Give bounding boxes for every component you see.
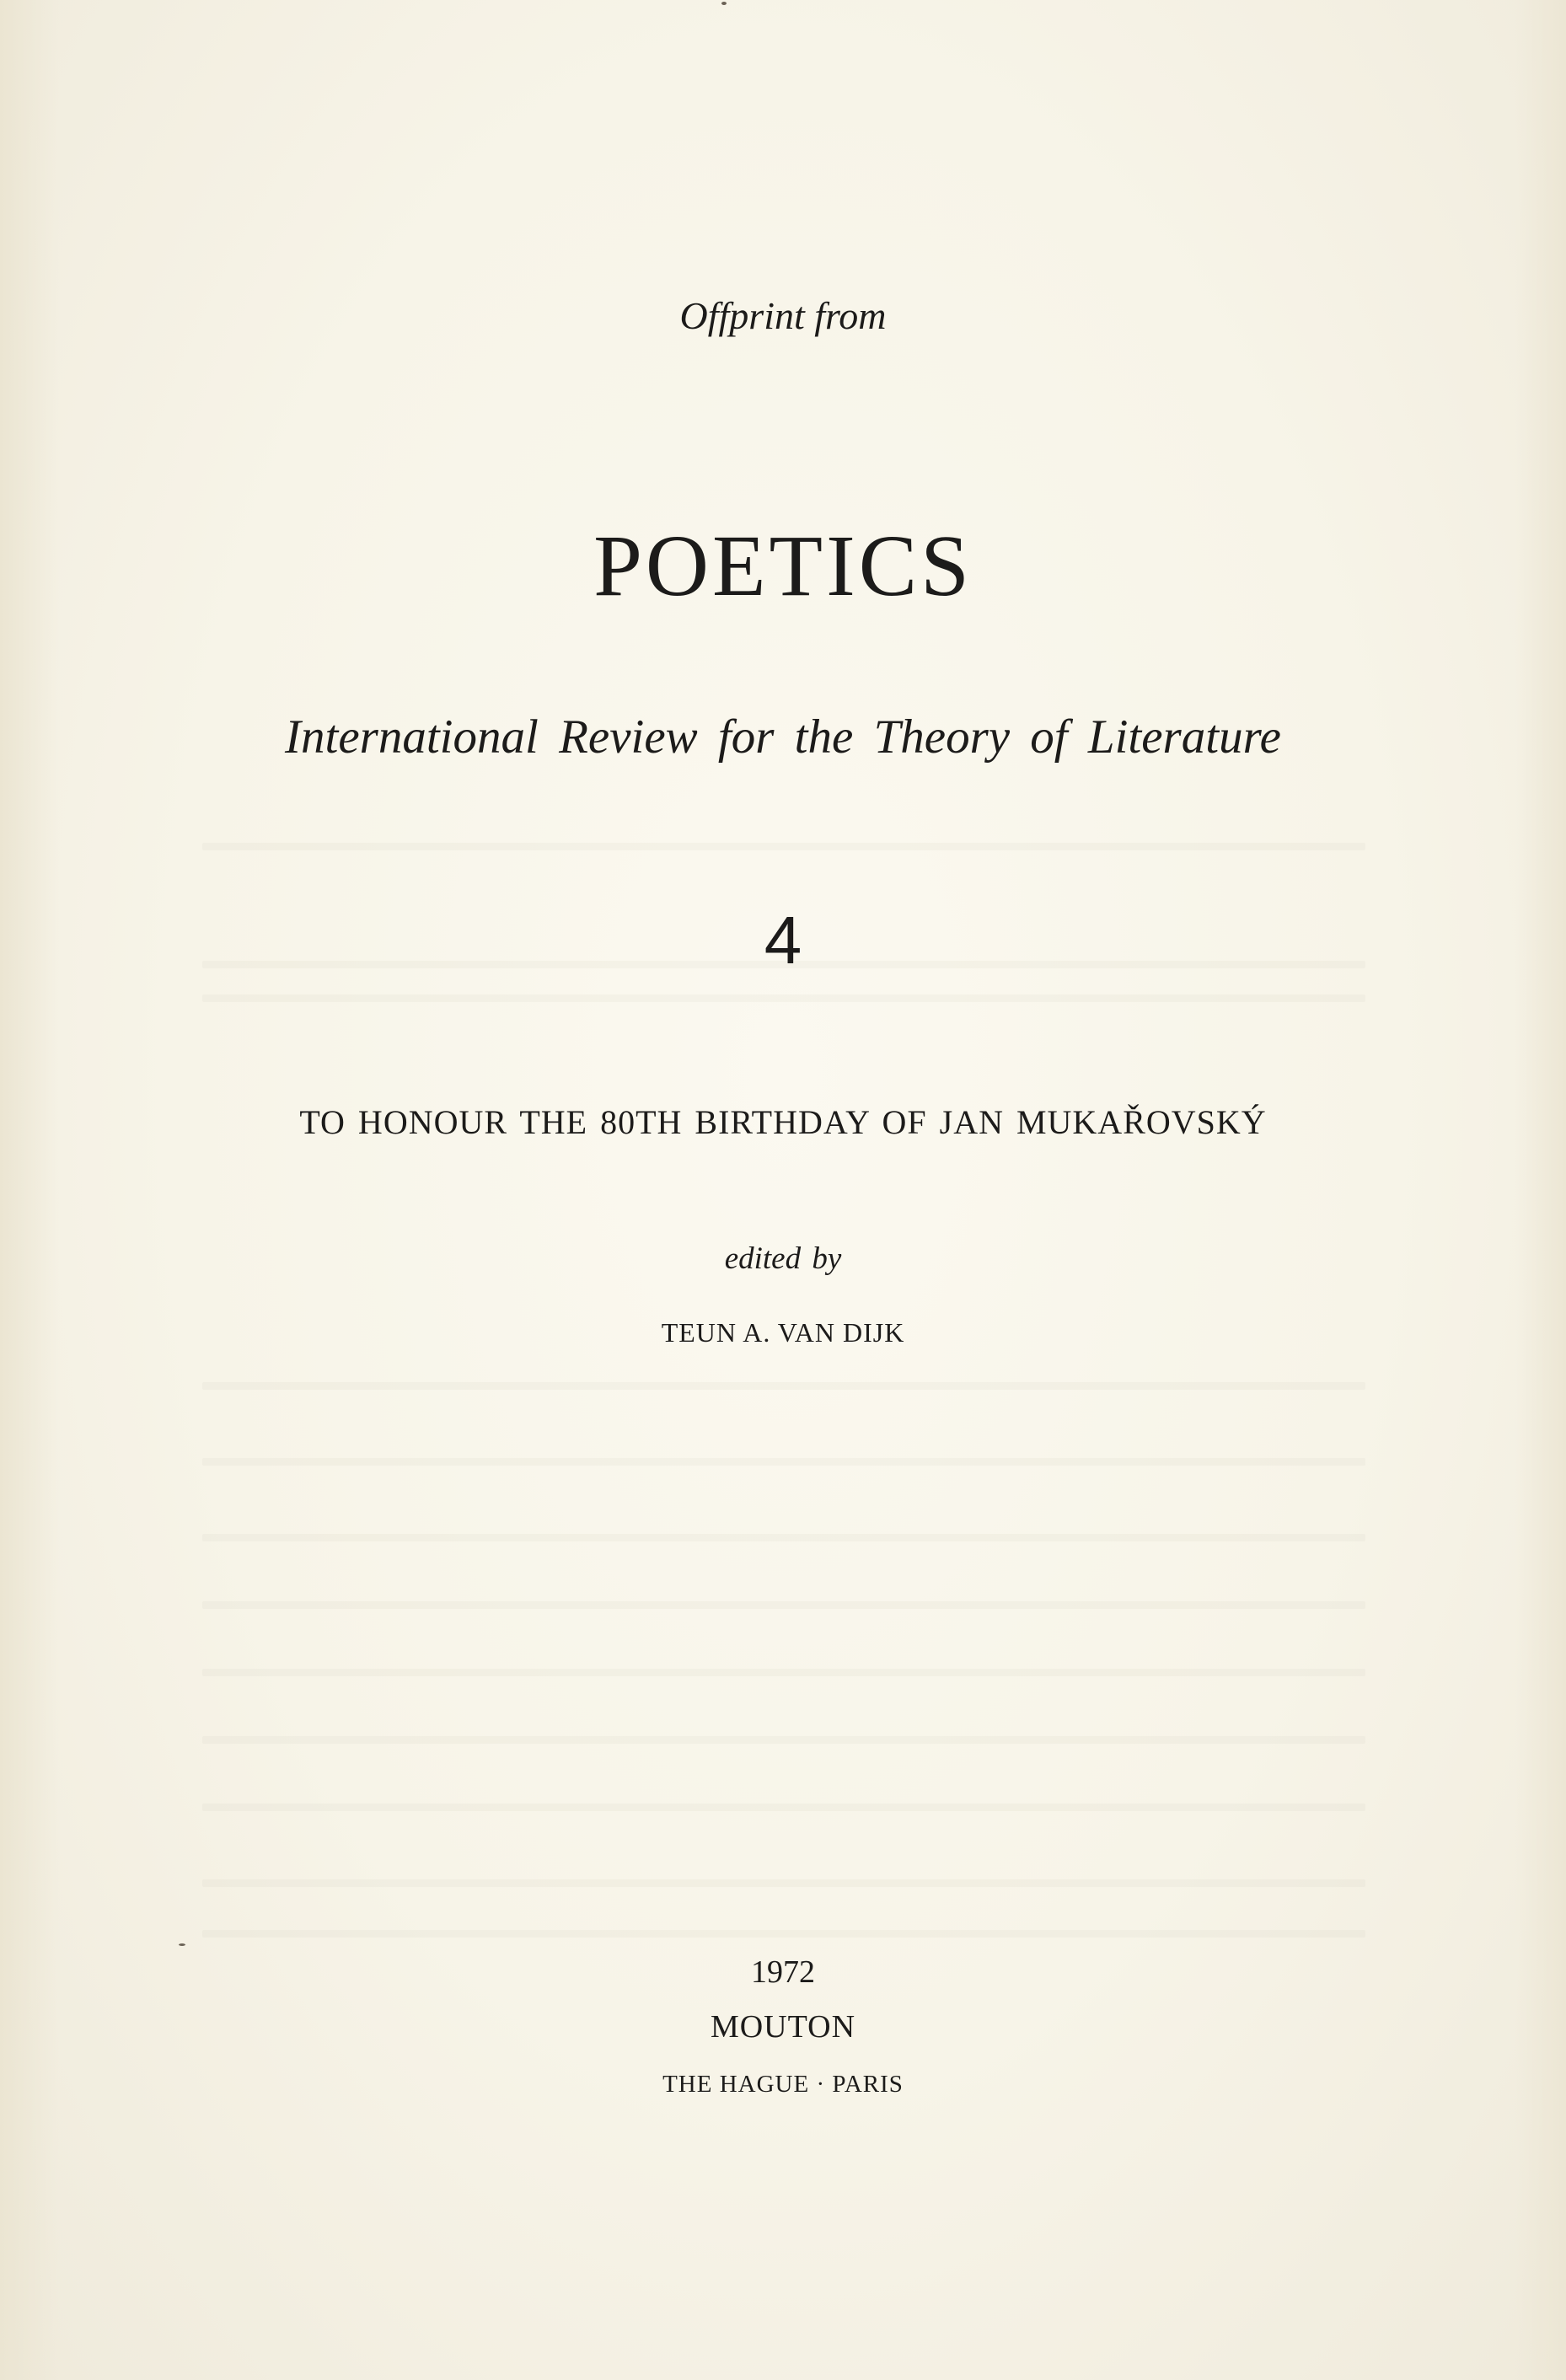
show-through-line <box>202 1601 1365 1609</box>
journal-title: POETICS <box>593 517 973 614</box>
show-through-line <box>202 1669 1365 1676</box>
journal-subtitle: International Review for the Theory of Literature <box>285 710 1281 764</box>
publication-places: THE HAGUE · PARIS <box>662 2071 904 2098</box>
editor-name: TEUN A. VAN DIJK <box>661 1317 905 1348</box>
dedication: TO HONOUR THE 80TH BIRTHDAY OF JAN MUKAŘOVSKÝ <box>299 1103 1267 1141</box>
show-through-line <box>202 843 1365 850</box>
show-through-line <box>202 994 1365 1002</box>
publication-year: 1972 <box>751 1954 815 1990</box>
show-through-line <box>202 1382 1365 1390</box>
offprint-label: Offprint from <box>679 294 887 337</box>
show-through-line <box>202 1736 1365 1744</box>
show-through-line <box>202 1458 1365 1466</box>
show-through-line <box>202 1930 1365 1938</box>
show-through-line <box>202 1879 1365 1887</box>
paper-speck <box>179 1943 185 1946</box>
paper-speck <box>721 2 727 5</box>
volume-number: 4 <box>764 903 802 978</box>
show-through-line <box>202 1804 1365 1811</box>
edited-by-label: edited by <box>724 1241 842 1276</box>
publisher-name: MOUTON <box>710 2009 856 2045</box>
show-through-line <box>202 1534 1365 1541</box>
